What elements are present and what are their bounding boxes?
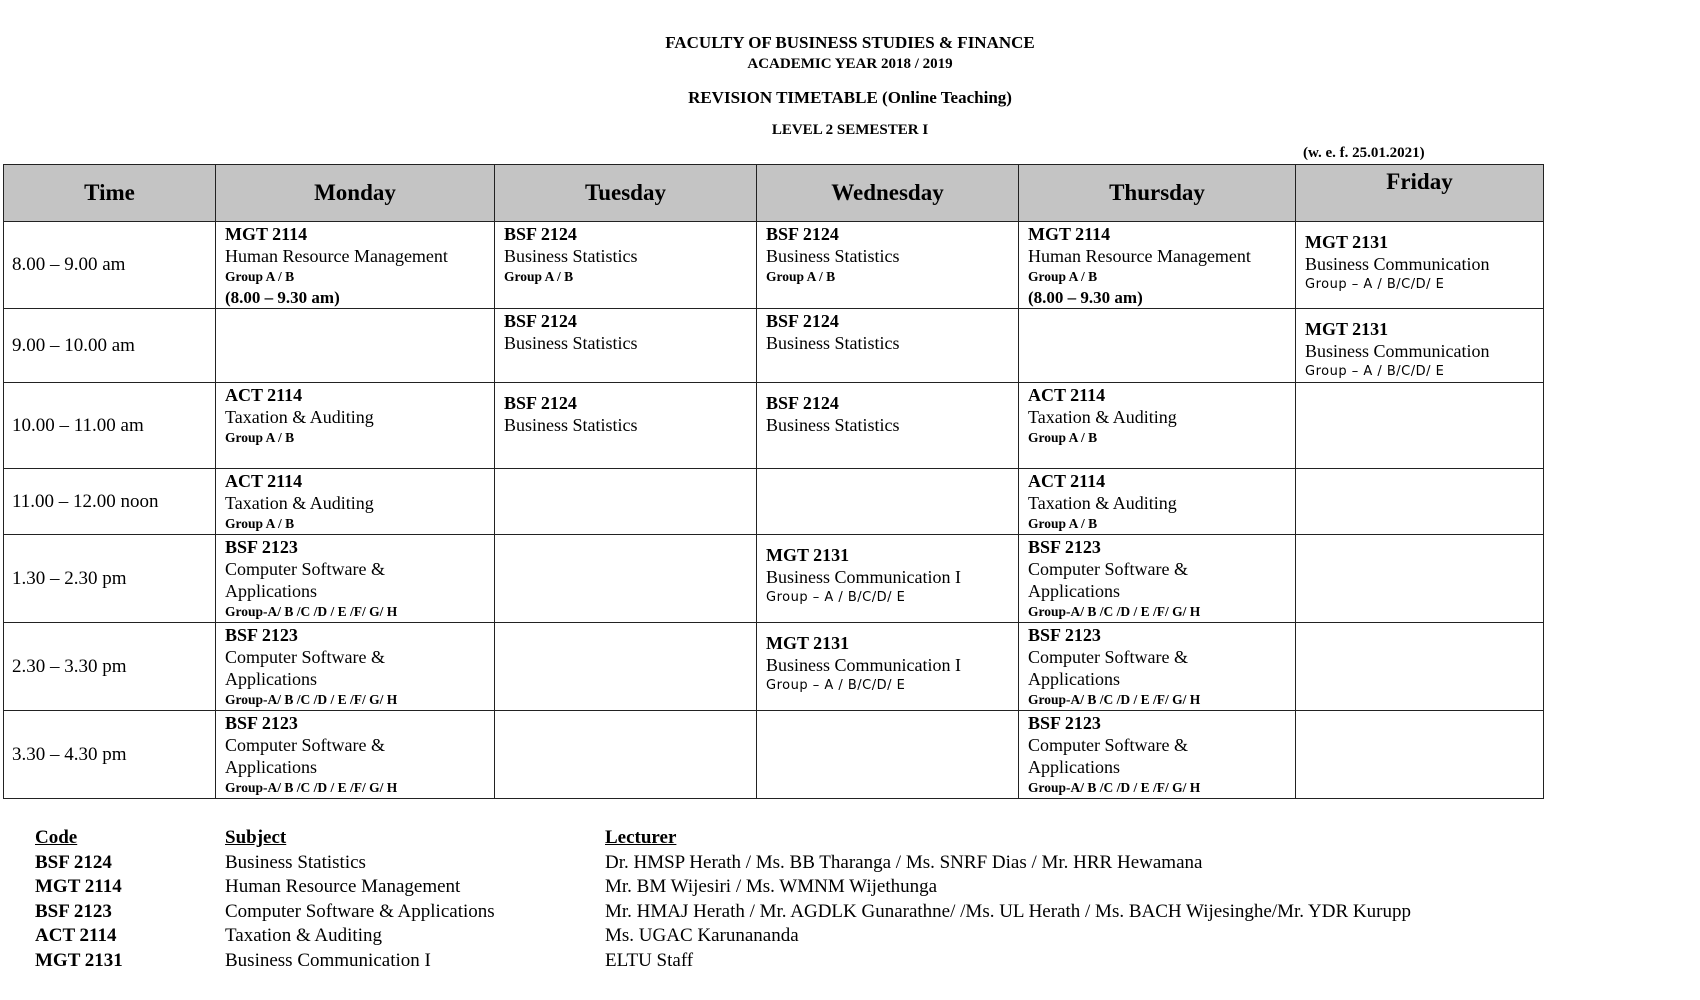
timetable-body [4, 222, 1544, 799]
course-subject-continued: Applications [1028, 669, 1120, 689]
course-group: Group – A / B/C/D/ E [1305, 277, 1445, 292]
course-code: ACT 2114 [225, 385, 303, 405]
class-entry [495, 309, 756, 354]
course-subject: Computer Software & [1028, 559, 1188, 579]
legend-code: ACT 2114 [35, 925, 117, 946]
course-code: BSF 2123 [1028, 625, 1101, 645]
timetable-cell-friday [1296, 309, 1544, 383]
class-entry [216, 711, 494, 798]
legend-subject: Computer Software & Applications [225, 900, 495, 922]
legend-header-subject: Subject [225, 827, 287, 848]
timetable-cell-friday [1296, 535, 1544, 623]
class-entry [1019, 623, 1295, 710]
legend-header-code: Code [35, 827, 78, 848]
course-subject-continued: Applications [1028, 581, 1120, 601]
timetable-cell-thursday [1019, 383, 1296, 469]
class-entry [495, 222, 756, 287]
timetable-cell-monday [216, 222, 495, 309]
course-subject: Business Statistics [766, 333, 900, 353]
timetable-cell-tuesday [495, 623, 757, 711]
timetable-cell-monday [216, 309, 495, 383]
course-code: MGT 2114 [225, 224, 308, 244]
course-code: ACT 2114 [1028, 471, 1106, 491]
timetable-cell-monday [216, 383, 495, 469]
timetable-cell-wednesday [757, 222, 1019, 309]
course-group: Group-A/ B /C /D / E /F/ G/ H [225, 780, 398, 795]
course-subject: Business Statistics [504, 415, 638, 435]
academic-year: ACADEMIC YEAR 2018 / 2019 [747, 56, 953, 72]
timetable-cell-friday [1296, 469, 1544, 535]
level-semester: LEVEL 2 SEMESTER I [771, 122, 929, 138]
course-code: BSF 2124 [504, 311, 577, 331]
timetable-row [4, 222, 1544, 309]
time-slot: 11.00 – 12.00 noon [4, 469, 216, 535]
effective-date: (w. e. f. 25.01.2021) [1303, 145, 1425, 161]
course-group: Group A / B [225, 269, 295, 284]
course-code: MGT 2131 [1305, 319, 1389, 339]
course-group: Group – A / B/C/D/ E [1305, 364, 1445, 379]
timetable-cell-tuesday [495, 222, 757, 309]
course-subject: Human Resource Management [1028, 246, 1251, 266]
course-subject-continued: Applications [225, 669, 317, 689]
course-code: BSF 2124 [504, 393, 577, 413]
faculty-title: FACULTY OF BUSINESS STUDIES & FINANCE [665, 33, 1035, 52]
header-row [4, 165, 1544, 222]
legend-code: MGT 2131 [35, 949, 123, 971]
timetable-row [4, 383, 1544, 469]
course-group: Group-A/ B /C /D / E /F/ G/ H [225, 692, 398, 707]
course-subject: Taxation & Auditing [1028, 407, 1177, 427]
legend-lecturer: Mr. BM Wijesiri / Ms. WMNM Wijethunga [605, 876, 938, 897]
timetable-cell-tuesday [495, 383, 757, 469]
legend-subject: Human Resource Management [225, 876, 461, 897]
course-subject: Taxation & Auditing [225, 407, 374, 427]
timetable-cell-monday [216, 535, 495, 623]
class-entry [495, 383, 756, 436]
course-code: ACT 2114 [225, 471, 303, 491]
course-group: Group-A/ B /C /D / E /F/ G/ H [1028, 780, 1201, 795]
timetable-cell-wednesday [757, 309, 1019, 383]
course-subject: Business Statistics [766, 415, 900, 435]
timetable-cell-wednesday [757, 469, 1019, 535]
course-group: Group A / B [1028, 516, 1098, 531]
timetable [3, 164, 1544, 799]
course-code: MGT 2114 [1028, 224, 1111, 244]
time-slot: 9.00 – 10.00 am [4, 309, 216, 383]
timetable-cell-monday [216, 623, 495, 711]
course-subject: Business Statistics [504, 333, 638, 353]
course-group: Group A / B [225, 430, 295, 445]
legend-code: BSF 2123 [35, 900, 112, 922]
course-group: Group A / B [1028, 430, 1098, 445]
legend-subject: Business Communication I [225, 949, 431, 971]
course-subject: Business Communication I [766, 567, 961, 587]
course-subject: Computer Software & [1028, 647, 1188, 667]
column-header-wednesday: Wednesday [757, 165, 1019, 222]
legend-lecturer: Ms. UGAC Karunananda [605, 925, 799, 946]
class-entry [216, 623, 494, 710]
course-group: Group-A/ B /C /D / E /F/ G/ H [1028, 692, 1201, 707]
timetable-row [4, 623, 1544, 711]
timetable-cell-wednesday [757, 711, 1019, 799]
timetable-row [4, 711, 1544, 799]
course-subject: Business Statistics [766, 246, 900, 266]
class-entry [216, 535, 494, 622]
course-code: MGT 2131 [1305, 232, 1389, 252]
legend-header-lecturer: Lecturer [605, 827, 677, 848]
course-subject-continued: Applications [225, 581, 317, 601]
class-entry [216, 383, 494, 448]
legend-lecturer: Mr. HMAJ Herath / Mr. AGDLK Gunarathne/ /Ms. UL Herath / Ms. BACH Wijesinghe/Mr. YDR Kurupp [605, 900, 1411, 922]
course-code: MGT 2131 [766, 545, 850, 565]
course-subject: Business Communication [1305, 254, 1490, 274]
time-slot: 3.30 – 4.30 pm [4, 711, 216, 799]
class-entry [1019, 383, 1295, 448]
timetable-row [4, 469, 1544, 535]
class-entry [1019, 535, 1295, 622]
timetable-title: REVISION TIMETABLE (Online Teaching) [688, 88, 1012, 107]
course-code: BSF 2124 [766, 311, 839, 331]
course-subject: Taxation & Auditing [225, 493, 374, 513]
legend-code: BSF 2124 [35, 851, 112, 873]
timetable-cell-thursday [1019, 535, 1296, 623]
time-note: (8.00 – 9.30 am) [225, 288, 340, 307]
course-code: BSF 2123 [225, 625, 298, 645]
course-code: ACT 2114 [1028, 385, 1106, 405]
column-header-time: Time [4, 165, 216, 222]
timetable-cell-tuesday [495, 469, 757, 535]
class-entry [757, 383, 1018, 436]
class-entry [216, 222, 494, 308]
class-entry [1296, 309, 1543, 382]
legend-lecturer: ELTU Staff [605, 949, 694, 971]
timetable-cell-thursday [1019, 623, 1296, 711]
course-group: Group-A/ B /C /D / E /F/ G/ H [225, 604, 398, 619]
timetable-cell-wednesday [757, 535, 1019, 623]
course-subject: Computer Software & [225, 647, 385, 667]
course-group: Group A / B [504, 269, 574, 284]
class-entry [757, 309, 1018, 354]
timetable-cell-tuesday [495, 535, 757, 623]
time-slot: 8.00 – 9.00 am [4, 222, 216, 309]
timetable-cell-friday [1296, 383, 1544, 469]
timetable-cell-friday [1296, 711, 1544, 799]
course-subject: Computer Software & [225, 559, 385, 579]
timetable-cell-thursday [1019, 309, 1296, 383]
course-subject: Computer Software & [225, 735, 385, 755]
course-subject: Human Resource Management [225, 246, 448, 266]
course-code: MGT 2131 [766, 633, 850, 653]
legend-lecturer: Dr. HMSP Herath / Ms. BB Tharanga / Ms. SNRF Dias / Mr. HRR Hewamana [605, 851, 1203, 873]
class-entry [1019, 711, 1295, 798]
class-entry [1296, 222, 1543, 295]
course-code: BSF 2123 [1028, 713, 1101, 733]
timetable-cell-monday [216, 469, 495, 535]
time-slot: 1.30 – 2.30 pm [4, 535, 216, 623]
timetable-cell-friday [1296, 222, 1544, 309]
course-subject-continued: Applications [1028, 757, 1120, 777]
class-entry [757, 535, 1018, 608]
course-group: Group-A/ B /C /D / E /F/ G/ H [1028, 604, 1201, 619]
course-subject: Taxation & Auditing [1028, 493, 1177, 513]
course-code: BSF 2123 [225, 537, 298, 557]
class-entry [1019, 469, 1295, 534]
class-entry [216, 469, 494, 534]
class-entry [1019, 222, 1295, 308]
course-code: BSF 2123 [1028, 537, 1101, 557]
course-subject-continued: Applications [225, 757, 317, 777]
course-group: Group A / B [766, 269, 836, 284]
course-subject: Business Communication [1305, 341, 1490, 361]
course-group: Group A / B [1028, 269, 1098, 284]
timetable-cell-thursday [1019, 711, 1296, 799]
timetable-cell-wednesday [757, 383, 1019, 469]
course-group: Group A / B [225, 516, 295, 531]
course-group: Group – A / B/C/D/ E [766, 590, 906, 605]
timetable-cell-friday [1296, 623, 1544, 711]
course-code: BSF 2124 [766, 224, 839, 244]
class-entry [757, 623, 1018, 696]
timetable-container [3, 164, 1503, 795]
timetable-cell-thursday [1019, 469, 1296, 535]
course-subject: Business Communication I [766, 655, 961, 675]
time-note: (8.00 – 9.30 am) [1028, 288, 1143, 307]
course-code: BSF 2123 [225, 713, 298, 733]
timetable-cell-wednesday [757, 623, 1019, 711]
class-entry [757, 222, 1018, 287]
timetable-cell-tuesday [495, 711, 757, 799]
timetable-row [4, 535, 1544, 623]
legend-code: MGT 2114 [35, 876, 122, 897]
legend-subject: Business Statistics [225, 851, 366, 873]
timetable-cell-thursday [1019, 222, 1296, 309]
legend-subject: Taxation & Auditing [225, 925, 382, 946]
course-group: Group – A / B/C/D/ E [766, 678, 906, 693]
column-header-tuesday: Tuesday [495, 165, 757, 222]
course-subject: Computer Software & [1028, 735, 1188, 755]
course-code: BSF 2124 [504, 224, 577, 244]
course-code: BSF 2124 [766, 393, 839, 413]
timetable-row [4, 309, 1544, 383]
column-header-friday: Friday [1296, 165, 1544, 222]
time-slot: 10.00 – 11.00 am [4, 383, 216, 469]
column-header-monday: Monday [216, 165, 495, 222]
timetable-cell-tuesday [495, 309, 757, 383]
column-header-thursday: Thursday [1019, 165, 1296, 222]
timetable-cell-monday [216, 711, 495, 799]
course-subject: Business Statistics [504, 246, 638, 266]
time-slot: 2.30 – 3.30 pm [4, 623, 216, 711]
